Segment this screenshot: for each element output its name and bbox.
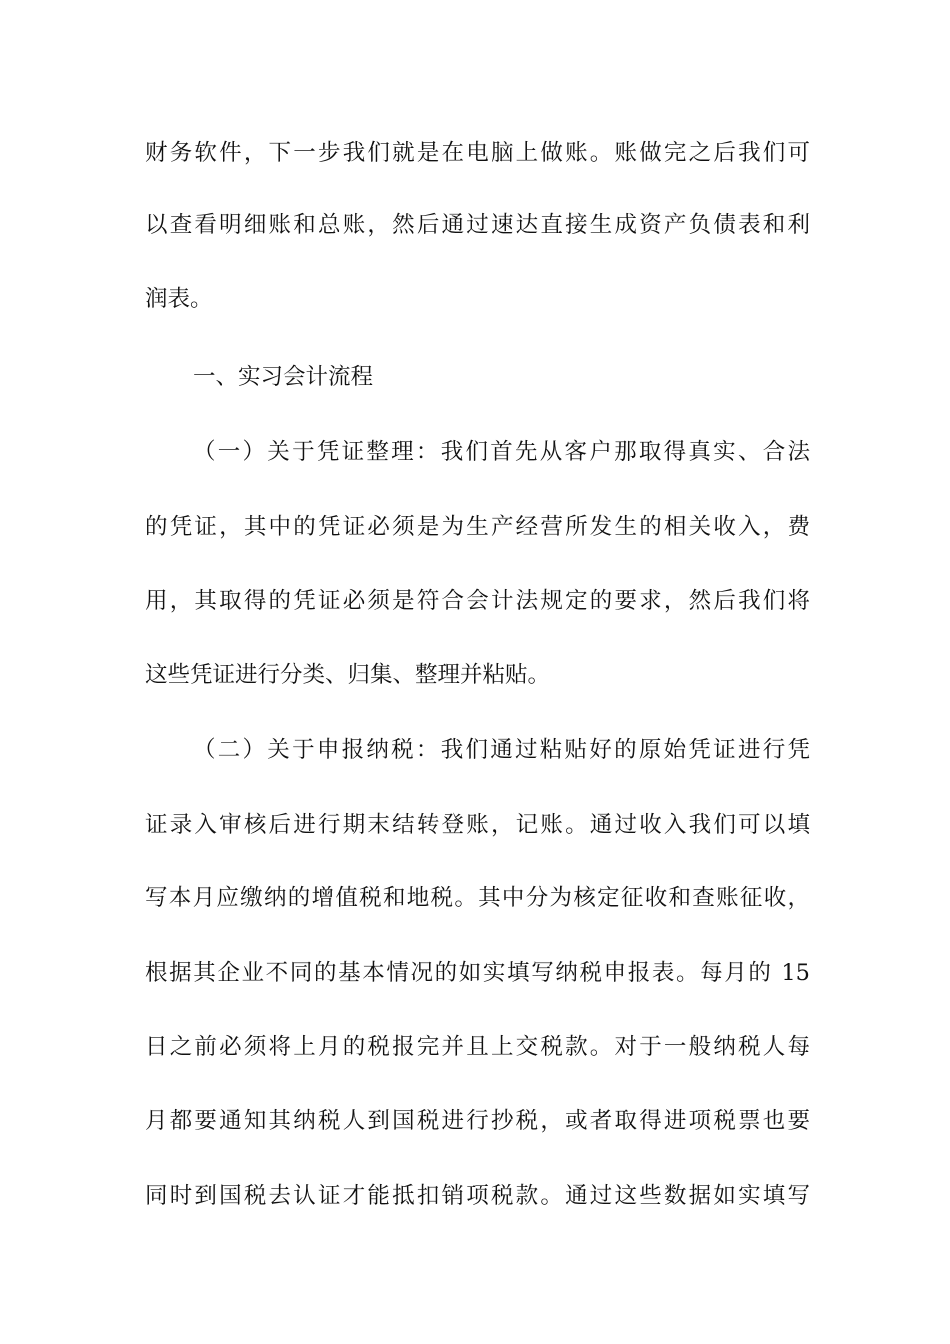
text-line: 财务软件，下一步我们就是在电脑上做账。账做完之后我们可 xyxy=(145,140,810,166)
text-line: 根据其企业不同的基本情况的如实填写纳税申报表。每月的 15 xyxy=(145,960,810,986)
section-heading: 一、实习会计流程 xyxy=(193,364,374,390)
text-line: 证录入审核后进行期末结转登账，记账。通过收入我们可以填 xyxy=(145,812,810,838)
text-line: 写本月应缴纳的增值税和地税。其中分为核定征收和查账征收， xyxy=(145,885,810,911)
paragraph-start-line: （一）关于凭证整理：我们首先从客户那取得真实、合法 xyxy=(193,439,810,465)
text-line: 月都要通知其纳税人到国税进行抄税，或者取得进项税票也要 xyxy=(145,1108,810,1134)
text-line: 用，其取得的凭证必须是符合会计法规定的要求，然后我们将 xyxy=(145,588,810,614)
text-line: 的凭证，其中的凭证必须是为生产经营所发生的相关收入，费 xyxy=(145,514,810,540)
text-line: 日之前必须将上月的税报完并且上交税款。对于一般纳税人每 xyxy=(145,1034,810,1060)
text-line: 以查看明细账和总账，然后通过速达直接生成资产负债表和利 xyxy=(145,212,810,238)
text-line: 同时到国税去认证才能抵扣销项税款。通过这些数据如实填写 xyxy=(145,1183,810,1209)
text-line: 润表。 xyxy=(145,286,213,312)
paragraph-start-line: （二）关于申报纳税：我们通过粘贴好的原始凭证进行凭 xyxy=(193,737,810,763)
text-line: 这些凭证进行分类、归集、整理并粘贴。 xyxy=(145,662,551,688)
